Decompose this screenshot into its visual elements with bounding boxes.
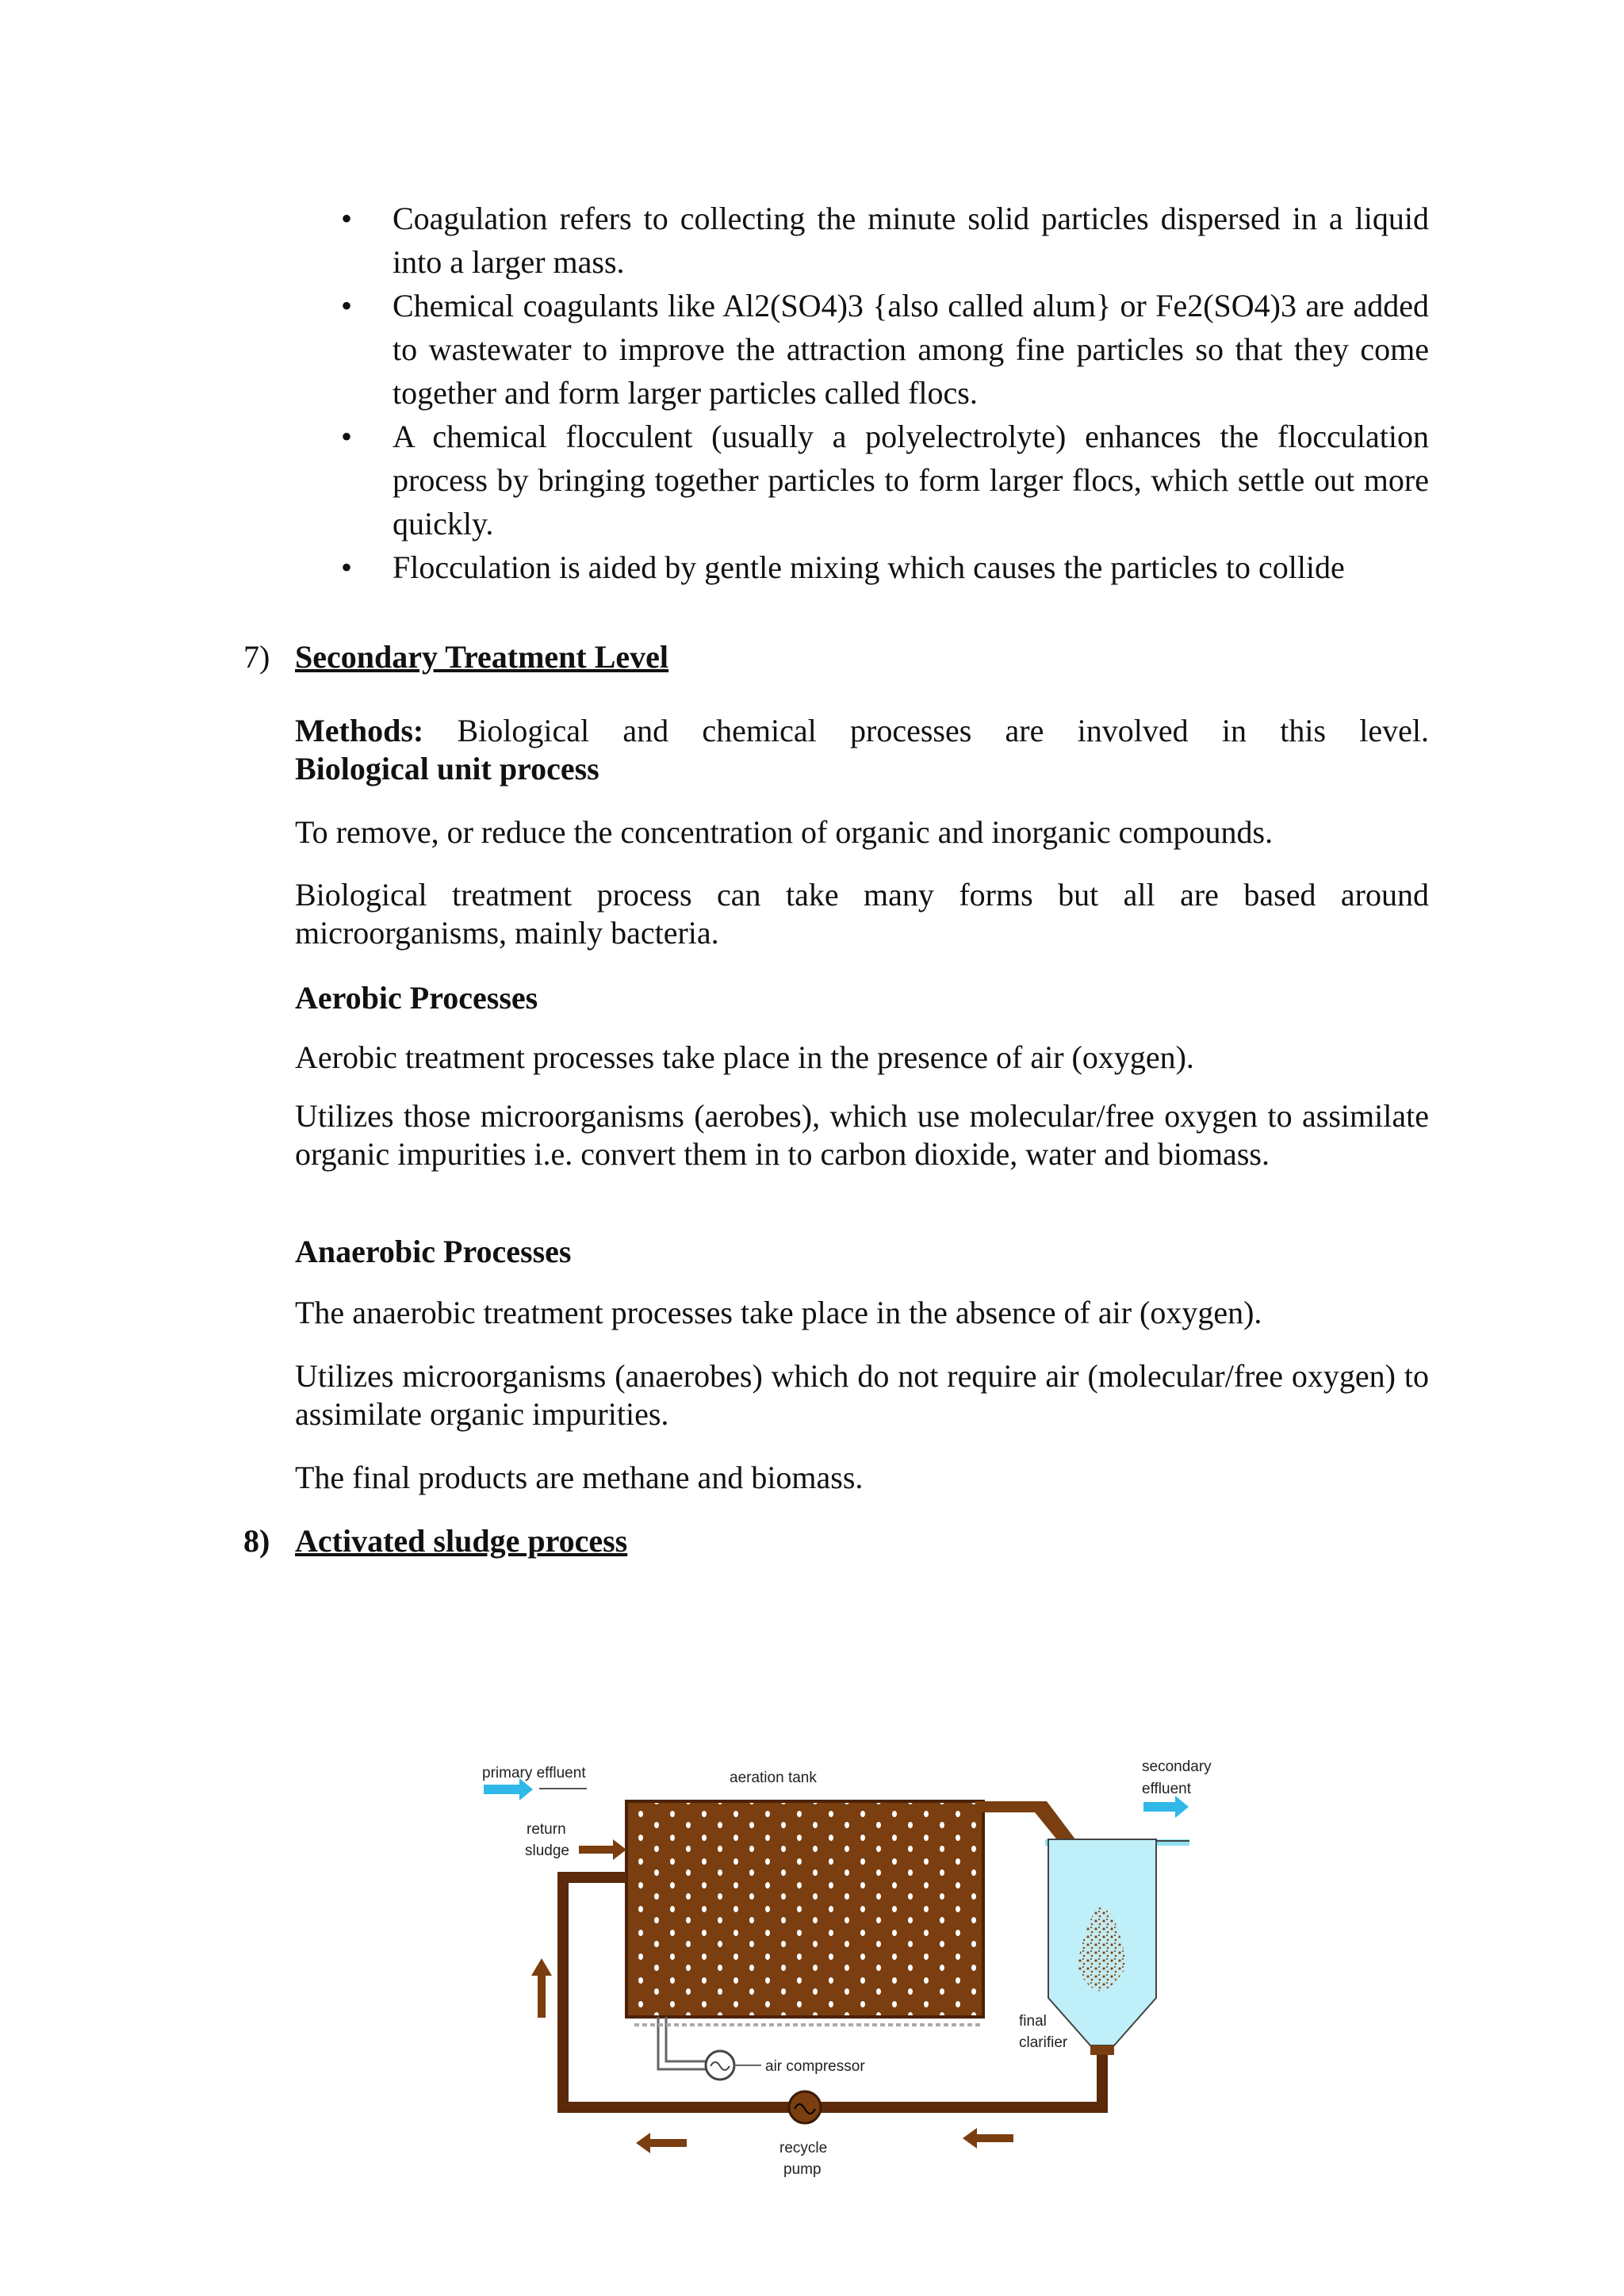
return-label: return: [527, 1821, 566, 1838]
section-8-heading: 8) Activated sludge process: [243, 1523, 628, 1559]
paragraph: Biological treatment process can take many forms but all are based around microorganisms, mainly bacteria.: [295, 877, 1429, 951]
aeration-tank-label: aeration tank: [730, 1770, 817, 1786]
list-item: • Chemical coagulants like Al2(SO4)3 {also called alum} or Fe2(SO4)3 are added to wastewater to improve the attraction among fine particles so that they come together and form larger particles called flocs.: [341, 284, 1429, 415]
biological-unit-heading: Biological unit process: [295, 751, 599, 786]
pump-label: pump: [783, 2161, 822, 2178]
primary-effluent-arrow: [484, 1778, 533, 1800]
section-7-heading: 7) Secondary Treatment Level: [243, 639, 669, 675]
recycle-label: recycle: [779, 2140, 828, 2156]
air-compressor-label: air compressor: [765, 2058, 865, 2075]
paragraph: To remove, or reduce the concentration of organic and inorganic compounds.: [295, 814, 1274, 850]
secondary-effluent-arrow: [1143, 1796, 1189, 1818]
flow-arrow-left: [963, 2128, 1013, 2149]
flow-arrow-left: [636, 2133, 687, 2153]
up-arrow: [531, 1958, 552, 2018]
effluent-label: effluent: [1142, 1781, 1191, 1797]
paragraph: Aerobic treatment processes take place in the presence of air (oxygen).: [295, 1039, 1194, 1075]
paragraph: Utilizes those microorganisms (aerobes), which use molecular/free oxygen to assimilate organic impurities i.e. convert them in to carbon dioxide, water and biomass.: [295, 1098, 1429, 1172]
activated-sludge-diagram: [476, 1760, 1221, 2196]
paragraph: Utilizes microorganisms (anaerobes) which do not require air (molecular/free oxygen) to assimilate organic impurities.: [295, 1358, 1429, 1432]
clarifier-label: clarifier: [1019, 2034, 1068, 2051]
section-7-title: Secondary Treatment Level: [295, 639, 669, 675]
recycle-pump-icon: [789, 2091, 821, 2123]
anaerobic-heading: Anaerobic Processes: [295, 1234, 572, 1269]
return-sludge-arrow: [579, 1839, 626, 1860]
primary-effluent-label: primary effluent: [482, 1765, 586, 1781]
paragraph: The anaerobic treatment processes take place in the absence of air (oxygen).: [295, 1295, 1262, 1330]
list-item: • Coagulation refers to collecting the minute solid particles dispersed in a liquid into a larger mass.: [341, 197, 1429, 284]
section-8-title: Activated sludge process: [295, 1523, 628, 1559]
final-label: final: [1019, 2013, 1047, 2030]
methods-paragraph: Methods: Biological and chemical processes are involved in this level. Biological unit process: [295, 713, 1430, 786]
list-item: • Flocculation is aided by gentle mixing which causes the particles to collide: [341, 545, 1429, 589]
aerobic-heading: Aerobic Processes: [295, 980, 538, 1016]
paragraph: The final products are methane and biomass.: [295, 1460, 864, 1495]
final-clarifier: [1045, 1839, 1189, 2055]
coagulation-bullet-list: [341, 197, 1429, 589]
sludge-label: sludge: [525, 1843, 569, 1859]
secondary-label: secondary: [1142, 1760, 1212, 1775]
aeration-tank: [626, 1801, 983, 2017]
list-item: • A chemical flocculent (usually a polyelectrolyte) enhances the flocculation process by bringing together particles to form larger flocs, which settle out more quickly.: [341, 415, 1429, 545]
